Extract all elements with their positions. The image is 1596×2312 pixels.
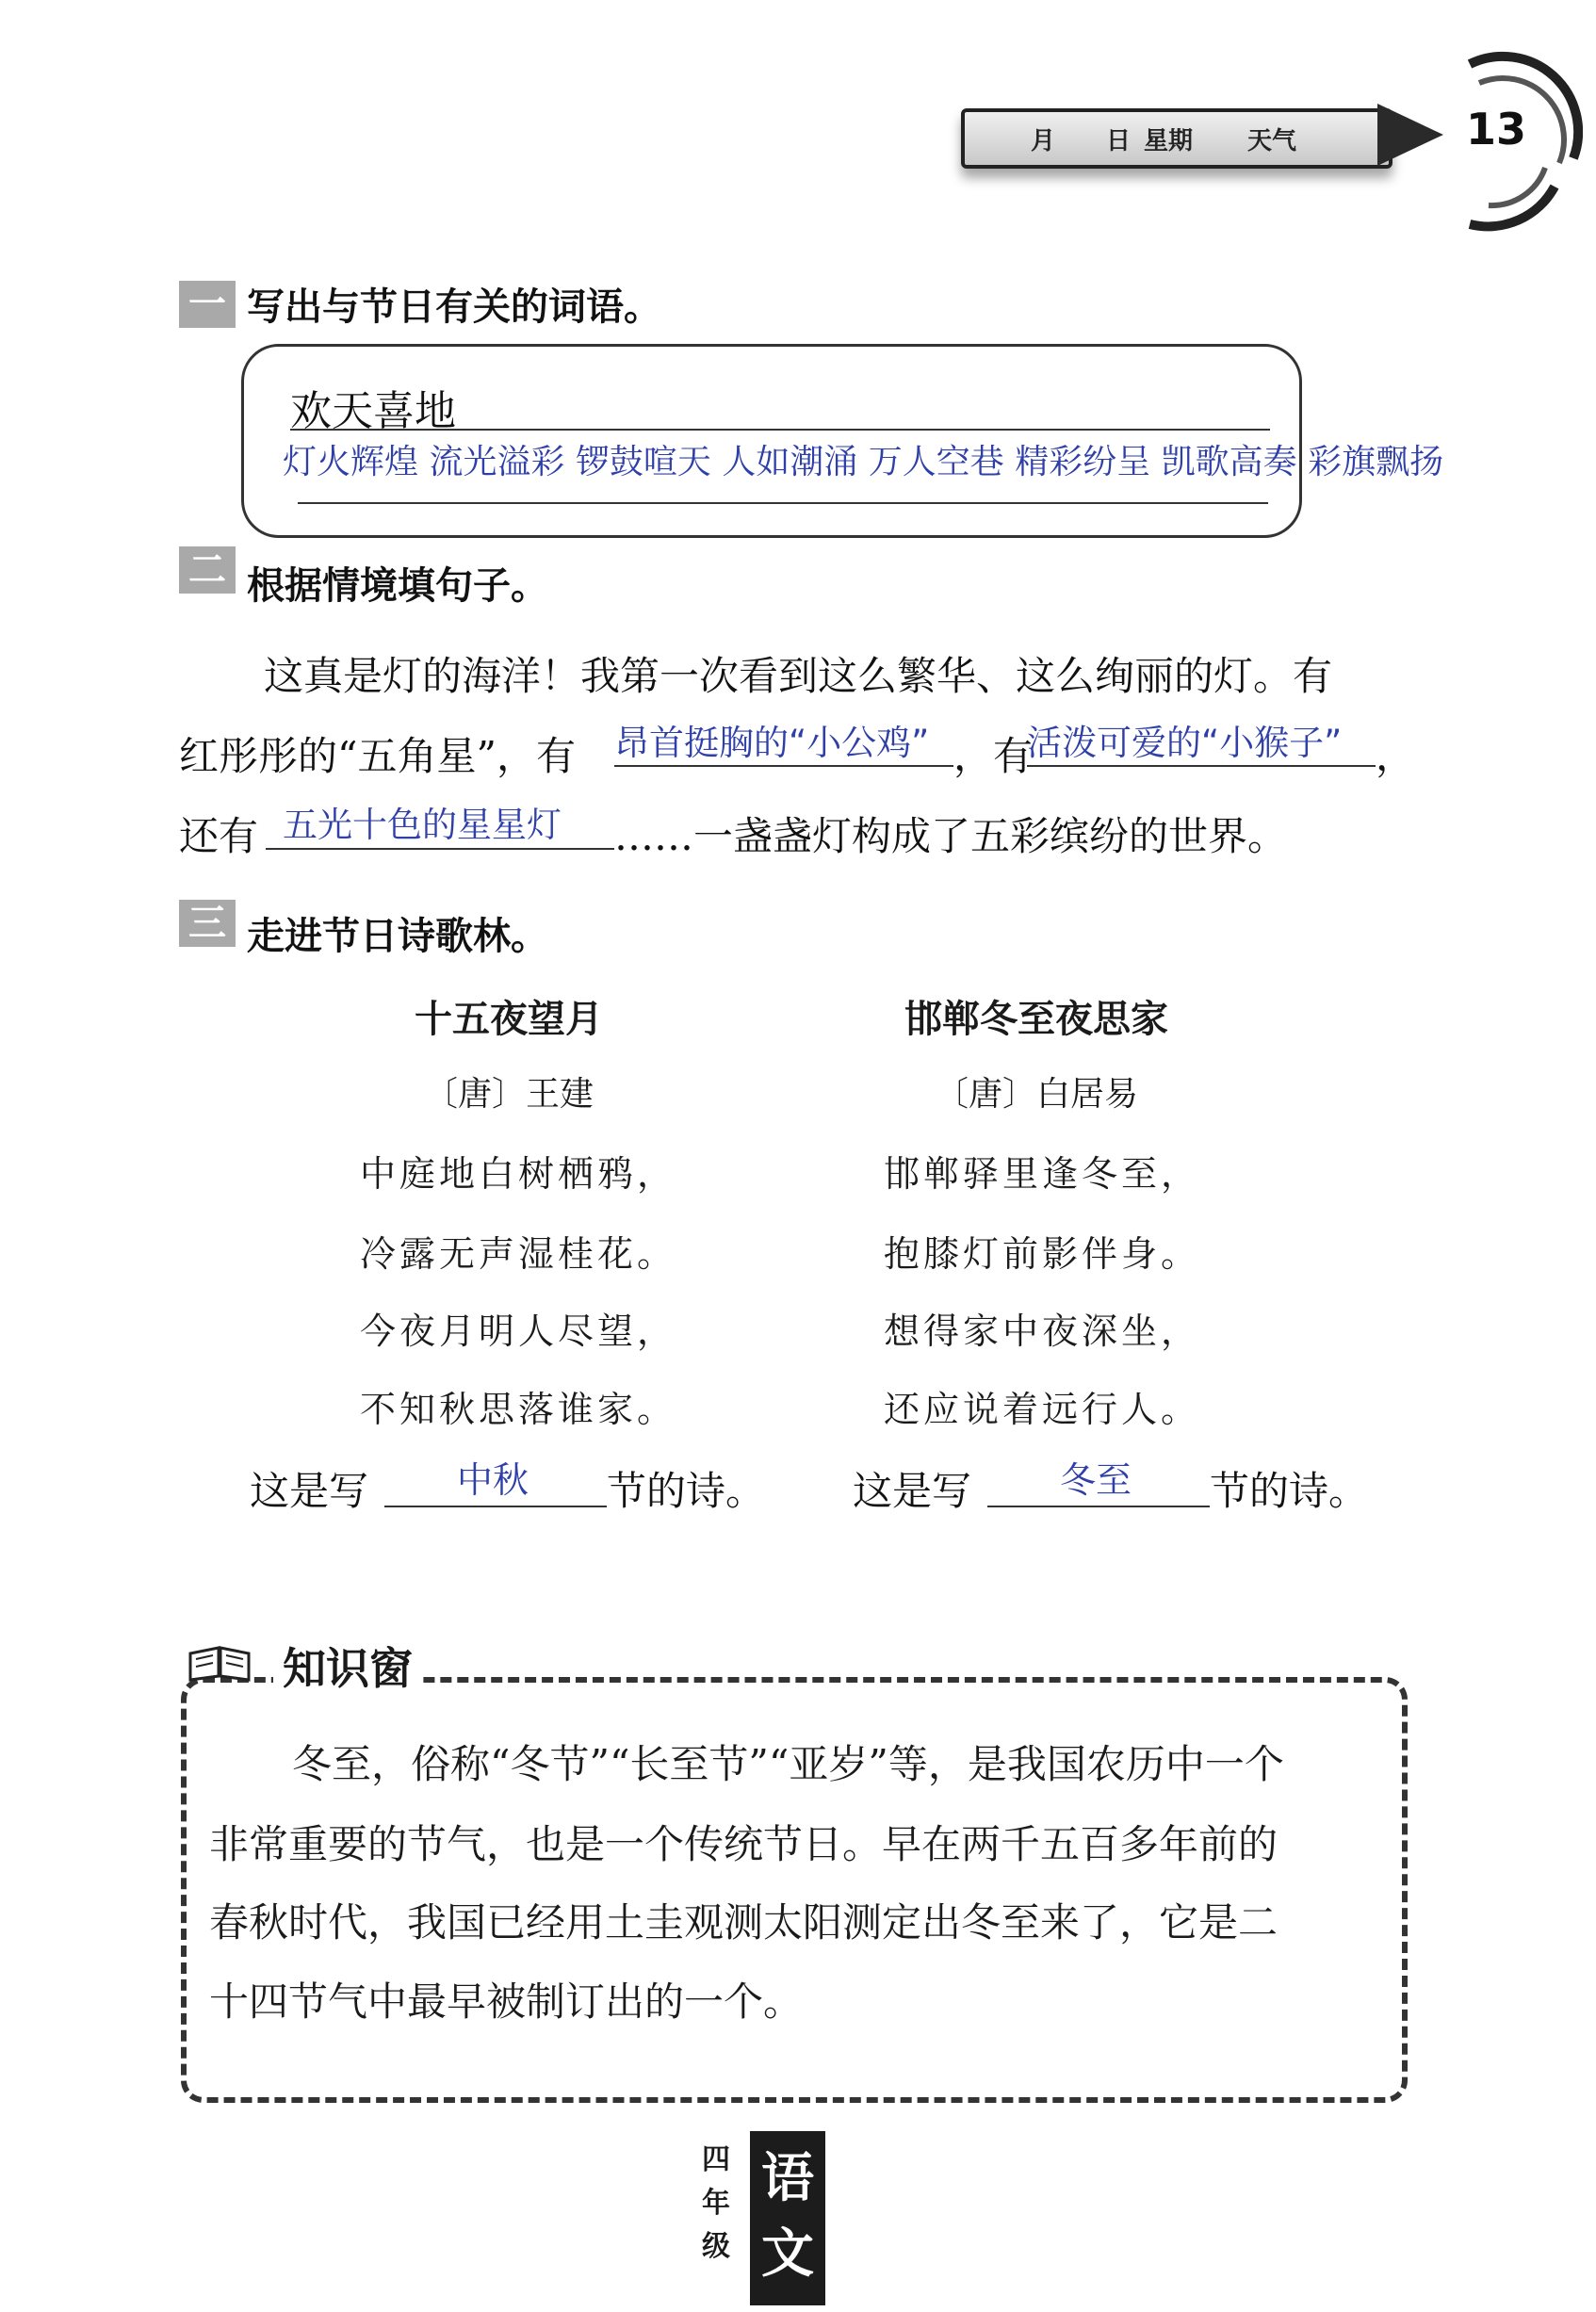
month-label: 月 — [1031, 127, 1056, 155]
knowledge-window-title: 知识窗 — [273, 1635, 422, 1697]
sentence-line-3-end: ……一盏盏灯构成了五彩缤纷的世界。 — [614, 813, 1288, 859]
book-icon — [187, 1644, 252, 1682]
poem-2-line: 抱膝灯前影伴身。 — [884, 1233, 1201, 1275]
section-3-title: 走进节日诗歌林。 — [247, 915, 548, 958]
day-label: 日 — [1106, 127, 1132, 155]
knowledge-text-line: 十四节气中最早被制订出的一个。 — [209, 1978, 804, 2025]
sentence-line-3-prefix: 还有 — [179, 813, 259, 859]
knowledge-text-line: 春秋时代，我国已经用土圭观测太阳测定出冬至来了，它是二 — [209, 1899, 1278, 1946]
answer-line-1 — [290, 429, 1270, 431]
grade-label: 四 年 级 — [702, 2143, 730, 2263]
weekday-label: 星期 — [1144, 127, 1194, 155]
poem-1-line: 今夜月明人尽望， — [360, 1311, 677, 1352]
blank-3-line — [266, 848, 614, 850]
sentence-line-2-mid: ，有 — [953, 733, 1034, 779]
blank-2-line — [1027, 765, 1376, 767]
sentence-line-2-prefix: 红彤彤的“五角星”，有 — [179, 733, 576, 779]
knowledge-text-line: 非常重要的节气，也是一个传统节日。早在两千五百多年前的 — [209, 1821, 1278, 1867]
blank-3-answer: 五光十色的星星灯 — [283, 805, 562, 845]
poem-2-author: 〔唐〕白居易 — [934, 1075, 1138, 1114]
poem-1-prompt-prefix: 这是写 — [250, 1468, 369, 1514]
poem-1-line: 冷露无声湿桂花。 — [360, 1233, 677, 1275]
subject-badge: 语 文 — [750, 2131, 825, 2305]
section-2-number: 二 — [179, 546, 236, 594]
blank-1-line — [614, 765, 953, 767]
knowledge-text-line: 冬至，俗称“冬节”“长至节”“亚岁”等，是我国农历中一个 — [292, 1741, 1284, 1787]
answer-line-2 — [298, 502, 1268, 504]
sentence-line-1: 这真是灯的海洋！我第一次看到这么繁华、这么绚丽的灯。有 — [264, 653, 1333, 699]
blank-1-answer: 昂首挺胸的“小公鸡” — [614, 723, 930, 763]
date-pencil-bar — [961, 108, 1392, 169]
poem-1-blank-line — [384, 1506, 607, 1507]
poem-2-title: 邯郸冬至夜思家 — [904, 998, 1168, 1041]
page-number: 13 — [1466, 104, 1527, 155]
section-2-title: 根据情境填句子。 — [247, 564, 548, 608]
poem-1-title: 十五夜望月 — [415, 998, 603, 1041]
section-3-number: 三 — [179, 900, 236, 947]
sentence-line-2-end: ， — [1376, 733, 1416, 779]
poem-1-line: 不知秋思落谁家。 — [360, 1389, 677, 1430]
section-1-title: 写出与节日有关的词语。 — [247, 285, 661, 329]
section-1-number: 一 — [179, 281, 236, 328]
poem-2-line: 想得家中夜深坐， — [884, 1311, 1201, 1352]
poem-1-answer: 中秋 — [457, 1459, 529, 1501]
poem-2-line: 还应说着远行人。 — [884, 1389, 1201, 1430]
poem-2-prompt-suffix: 节的诗。 — [1210, 1468, 1369, 1514]
poem-2-answer: 冬至 — [1060, 1459, 1132, 1501]
poem-2-line: 邯郸驿里逢冬至， — [884, 1153, 1201, 1195]
poem-2-blank-line — [987, 1506, 1210, 1507]
poem-1-prompt-suffix: 节的诗。 — [607, 1468, 766, 1514]
weather-label: 天气 — [1247, 127, 1297, 155]
festival-words-answer: 灯火辉煌 流光溢彩 锣鼓喧天 人如潮涌 万人空巷 精彩纷呈 凯歌高奏 彩旗飘扬 — [283, 443, 1444, 481]
example-word: 欢天喜地 — [290, 387, 456, 435]
poem-1-author: 〔唐〕王建 — [423, 1075, 594, 1114]
poem-2-prompt-prefix: 这是写 — [853, 1468, 972, 1514]
poem-1-line: 中庭地白树栖鸦， — [360, 1153, 677, 1195]
blank-2-answer: 活泼可爱的“小猴子” — [1027, 723, 1343, 763]
